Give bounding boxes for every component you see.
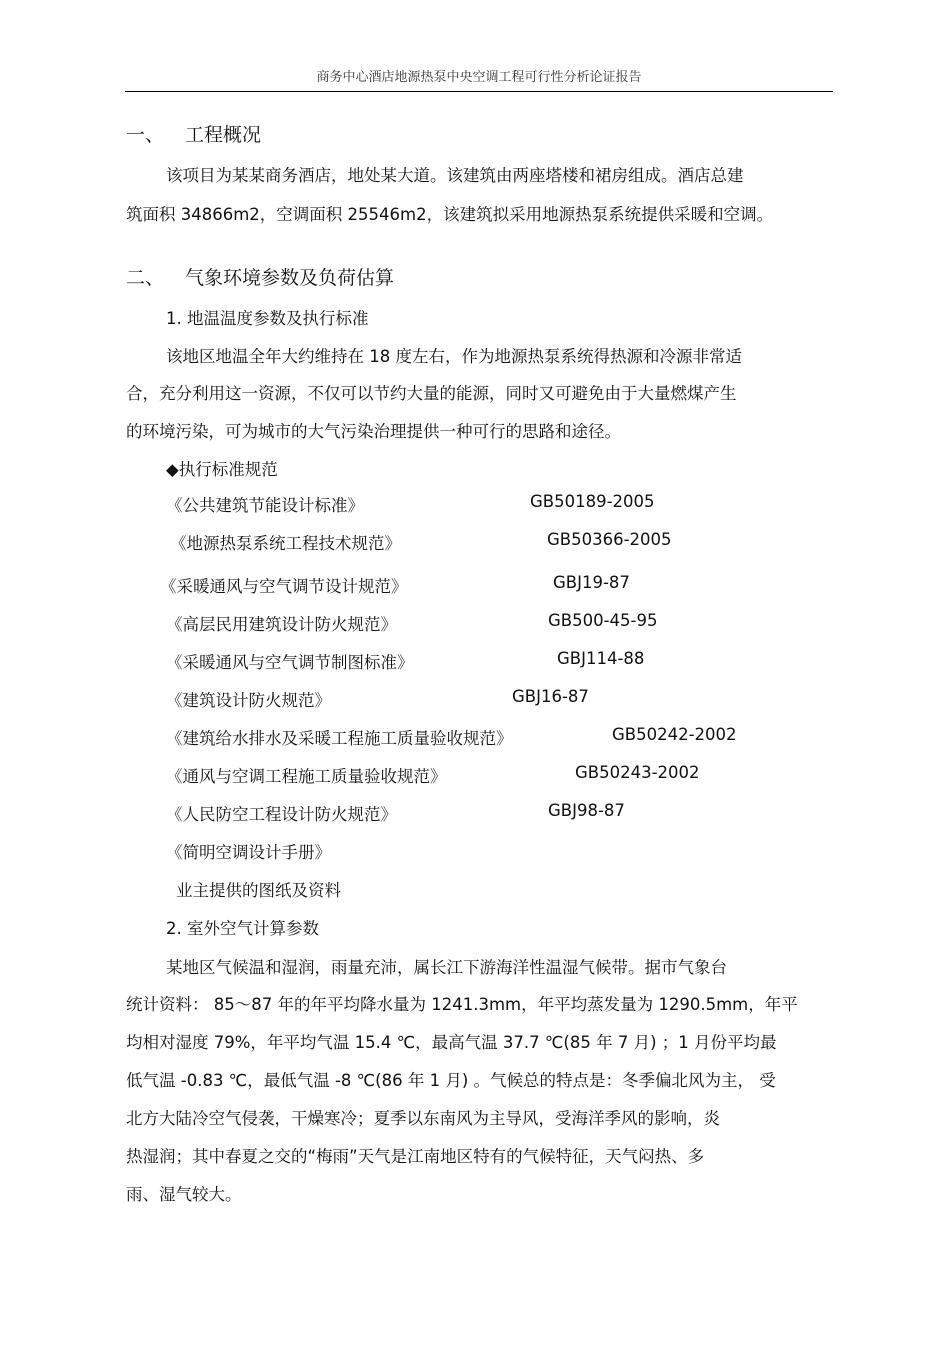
standard-name: 《地源热泵系统工程技术规范》 bbox=[170, 534, 401, 553]
subsection-2-title: 2. 室外空气计算参数 bbox=[166, 919, 319, 938]
paragraph-line: 统计资料： 85～87 年的年平均降水量为 1241.3mm，年平均蒸发量为 1290.5mm，年平 bbox=[126, 995, 798, 1014]
paragraph-line: 合，充分利用这一资源，不仅可以节约大量的能源，同时又可避免由于大量燃煤产生 bbox=[126, 384, 737, 403]
standard-name: 《建筑给水排水及采暖工程施工质量验收规范》 bbox=[166, 729, 513, 748]
standard-code: GBJ19-87 bbox=[553, 573, 630, 592]
paragraph-line: 北方大陆冷空气侵袭，干燥寒冷；夏季以东南风为主导风，受海洋季风的影响，炎 bbox=[126, 1109, 720, 1128]
standard-code: GB50366-2005 bbox=[547, 530, 672, 549]
standard-name: 《公共建筑节能设计标准》 bbox=[166, 496, 364, 515]
section-1-number: 一、 bbox=[126, 124, 165, 146]
subsection-1-title: 1. 地温温度参数及执行标准 bbox=[166, 309, 369, 328]
standard-code: GB50189-2005 bbox=[530, 492, 655, 511]
section-2-title: 气象环境参数及负荷估算 bbox=[185, 267, 395, 289]
standard-code: GB50243-2002 bbox=[575, 763, 700, 782]
standard-code: GBJ114-88 bbox=[557, 649, 645, 668]
standard-name: 《通风与空调工程施工质量验收规范》 bbox=[166, 767, 447, 786]
paragraph-line: 低气温 -0.83 ℃，最低气温 -8 ℃(86 年 1 月) 。气候总的特点是：冬季偏北风为主， 受 bbox=[126, 1071, 776, 1090]
standard-name: 《简明空调设计手册》 bbox=[166, 843, 331, 862]
paragraph-line: 筑面积 34866m2，空调面积 25546m2，该建筑拟采用地源热泵系统提供采暖和空调。 bbox=[126, 205, 774, 224]
paragraph-line: 的环境污染，可为城市的大气污染治理提供一种可行的思路和途径。 bbox=[126, 422, 621, 441]
paragraph-line: 热湿润；其中春夏之交的“梅雨”天气是江南地区特有的气候特征，天气闷热、多 bbox=[126, 1147, 705, 1166]
section-1-title: 工程概况 bbox=[185, 124, 262, 146]
running-header: 商务中心酒店地源热泵中央空调工程可行性分析论证报告 bbox=[316, 70, 642, 85]
standard-name: 《建筑设计防火规范》 bbox=[166, 691, 331, 710]
standard-code: GBJ98-87 bbox=[548, 801, 625, 820]
paragraph-line: 该项目为某某商务酒店，地处某大道。该建筑由两座塔楼和裙房组成。酒店总建 bbox=[166, 166, 744, 185]
standard-name: 《人民防空工程设计防火规范》 bbox=[166, 805, 397, 824]
standard-code: GB500-45-95 bbox=[548, 611, 658, 630]
standard-code: GB50242-2002 bbox=[612, 725, 737, 744]
paragraph-line: 某地区气候温和湿润，雨量充沛，属长江下游海洋性温湿气候带。据市气象台 bbox=[166, 958, 727, 977]
standard-code: GBJ16-87 bbox=[512, 687, 589, 706]
standard-name: 《采暖通风与空气调节设计规范》 bbox=[160, 577, 408, 596]
owner-documents: 业主提供的图纸及资料 bbox=[176, 881, 341, 900]
paragraph-line: 该地区地温全年大约维持在 18 度左右，作为地源热泵系统得热源和冷源非常适 bbox=[166, 347, 742, 366]
header-rule bbox=[125, 91, 833, 92]
paragraph-line: 雨、湿气较大。 bbox=[126, 1185, 242, 1204]
standard-name: 《采暖通风与空气调节制图标准》 bbox=[166, 653, 414, 672]
standard-name: 《高层民用建筑设计防火规范》 bbox=[166, 615, 397, 634]
standards-heading: ◆执行标准规范 bbox=[166, 460, 278, 479]
paragraph-line: 均相对湿度 79%，年平均气温 15.4 ℃，最高气温 37.7 ℃(85 年 7 月) ；1 月份平均最 bbox=[126, 1033, 777, 1052]
section-2-number: 二、 bbox=[126, 267, 165, 289]
